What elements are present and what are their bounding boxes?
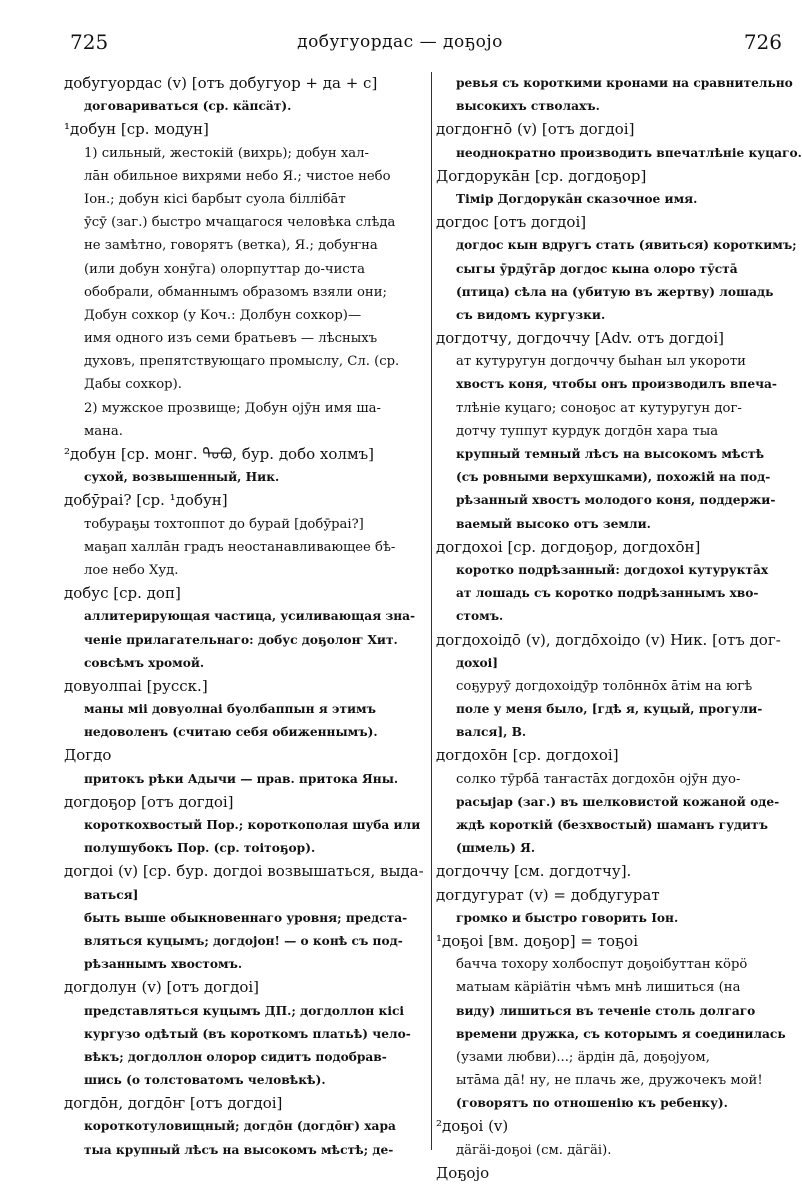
entry-definition-line: шись (о толстоватомъ человѣкѣ).: [84, 1073, 326, 1088]
entry-definition-line: ваемый высоко отъ земли.: [456, 516, 651, 531]
entry-definition-line: крупный темный лѣсъ на высокомъ мѣстѣ: [456, 447, 765, 461]
entry-definition-line: ӯсӯ (заг.) быстро мчащагося человѣка слѣда: [84, 215, 396, 231]
entry-definition-line: Добун сохкор (у Коч.: Долбун сохкор)—: [84, 307, 362, 323]
entry-definition-line: договариваться (ср. кäпсäт).: [84, 99, 292, 114]
entry-headword-line: добус [ср. доп]: [64, 584, 181, 603]
entry-definition-line: съ видомъ кургузки.: [456, 307, 606, 322]
entry-definition-line: хвостъ коня, чтобы онъ производилъ впеча-: [456, 377, 777, 392]
entry-definition-line: стомъ.: [456, 609, 504, 624]
entry-definition-line: сыгы ӯрдӯгāр догдос кына олоро тӯстā: [456, 261, 738, 276]
entry-headword-line: ²доҕоі (v): [436, 1117, 509, 1136]
entry-headword-line: догдохоі [ср. догдоҕор, догдохōн]: [436, 537, 701, 556]
entry-definition-line: ат кутуругун догдоччу быһан ыл укороти: [456, 354, 746, 370]
entry-headword-line: догдōн, догдōҥ [отъ догдоі]: [64, 1094, 283, 1113]
entry-definition-line: виду) лишиться въ теченіе столь долгаго: [456, 1003, 756, 1018]
entry-headword-line: добугуордас (v) [отъ добугуор + да + с]: [64, 74, 378, 92]
entry-headword-line: Догдорукāн [ср. догдоҕор]: [436, 166, 647, 185]
entry-headword-line: догдугурат (v) = добдугурат: [436, 885, 660, 904]
entry-headword-line: ¹добун [ср. модун]: [64, 120, 209, 139]
page-number-left: 725: [70, 30, 109, 54]
entry-definition-line: кургузо одѣтый (въ короткомъ платьѣ) чело-: [84, 1026, 411, 1041]
entry-definition-line: (узами любви)...; äрдін дā, доҕојуом,: [456, 1049, 710, 1065]
entry-definition-line: высокихъ стволахъ.: [456, 99, 600, 114]
entry-definition-line: маҕап халлāн градъ неостанавливающее бѣ-: [84, 539, 396, 555]
entry-definition-line: дохоі]: [456, 655, 499, 670]
entry-definition-line: тлѣніе куцаго; соноҕос ат кутуругун дог-: [456, 400, 742, 416]
entry-definition-line: ат лошадь съ коротко подрѣзаннымъ хво-: [456, 586, 759, 601]
entry-definition-line: короткотуловищный; догдōн (догдōҥ) хара: [84, 1119, 396, 1134]
entry-definition-line: недоволенъ (считаю себя обиженнымъ).: [84, 725, 378, 740]
entry-headword-line: догдотчу, догдоччу [Adv. отъ догдоі]: [436, 329, 724, 348]
entry-definition-line: догдос кын вдругъ стать (явиться) короткимъ;: [456, 238, 797, 253]
entry-definition-line: дäгäі-доҕоі (см. дäгäі).: [456, 1142, 612, 1158]
entry-definition-line: поле у меня было, [гдѣ я, куцый, прогули-: [456, 702, 763, 717]
entry-definition-line: коротко подрѣзанный: догдохоі кутуруктāх: [456, 562, 769, 577]
entry-headword-line: довуолпаі [русск.]: [64, 676, 208, 695]
entry-definition-line: короткохвостый Пор.; короткополая шуба или: [84, 818, 421, 832]
entry-definition-line: (шмель) Я.: [456, 841, 536, 856]
right-column: [436, 72, 802, 1182]
entry-definition-line: лāн обильное вихрями небо Я.; чистое небо: [84, 168, 391, 184]
entry-definition-line: Дабы сохкор).: [84, 377, 182, 393]
entry-definition-line: солко тӯрбā таҥастāх догдохōн ојӯн дуо-: [456, 771, 741, 787]
entry-definition-line: вляться куцымъ; догдојон! — о конѣ съ под-: [84, 933, 403, 948]
entry-definition-line: полушубокъ Пор. (ср. тоітоҕор).: [84, 841, 316, 856]
entry-definition-line: не замѣтно, говорятъ (ветка), Я.; добуҥна: [84, 238, 378, 254]
entry-headword-line: догдоі (v) [ср. бур. догдоі возвышаться, выда-: [64, 862, 424, 881]
entry-definition-line: маны міі довуолнаі буолбаппын я этимъ: [84, 702, 376, 717]
entry-definition-line: ревья съ короткими кронами на сравнительно: [456, 76, 793, 90]
entry-headword-line: догдоччу [см. догдотчу].: [436, 862, 632, 881]
entry-definition-line: ваться]: [84, 887, 139, 902]
entry-headword-line: догдоҕор [отъ догдоі]: [64, 792, 234, 811]
entry-definition-line: (съ ровными верхушками), похожій на под-: [456, 470, 771, 485]
entry-headword-line: Доҕојо: [436, 1163, 490, 1182]
entry-headword-line: Догдо: [64, 746, 112, 765]
entry-definition-line: матыам кäріäтін чѣмъ мнѣ лишиться (на: [456, 980, 741, 996]
left-column: [64, 72, 428, 1157]
entry-definition-line: Іон.; добун кісі барбыт суола біллібāт: [84, 191, 346, 207]
entry-definition-line: притокъ рѣки Адычи — прав. притока Яны.: [84, 771, 399, 786]
page-header: [0, 30, 800, 60]
entry-definition-line: аллитерирующая частица, усиливающая зна-: [84, 609, 416, 624]
entry-definition-line: имя одного изъ семи братьевъ — лѣсныхъ: [84, 331, 378, 347]
entry-definition-line: тыа крупный лѣсъ на высокомъ мѣстѣ; де-: [84, 1142, 394, 1157]
entry-definition-line: расыјар (заг.) въ шелковистой кожаной оде-: [456, 794, 780, 809]
entry-definition-line: времени дружка, съ которымъ я соединилась: [456, 1026, 786, 1041]
entry-definition-line: 1) сильный, жестокій (вихрь); добун хал-: [84, 145, 369, 161]
entry-definition-line: (говорятъ по отношенію къ ребенку).: [456, 1096, 728, 1111]
entry-definition-line: громко и быстро говорить Іон.: [456, 910, 679, 925]
entry-definition-line: рѣзаннымъ хвостомъ.: [84, 957, 243, 972]
entry-headword-line: ¹доҕоі [вм. доҕор] = тоҕоі: [436, 931, 639, 950]
entry-headword-line: догдохōн [ср. догдохоі]: [436, 746, 619, 765]
entry-definition-line: обобрали, обманнымъ образомъ взяли они;: [84, 284, 387, 300]
entry-definition-line: быть выше обыкновеннаго уровня; предста-: [84, 910, 408, 925]
entry-definition-line: духовъ, препятствующаго промыслу, Сл. (ср.: [84, 354, 400, 370]
entry-definition-line: тобураҕы тохтоппот до бурай [добӯраі?]: [84, 516, 364, 532]
entry-headword-line: догдоҥнō (v) [отъ догдоі]: [436, 120, 635, 139]
entry-definition-line: соҕуруӯ догдохоідӯр толōннōх āтім на югѣ: [456, 678, 753, 694]
entry-definition-line: вѣкъ; догдоллон олорор сидитъ подобрав-: [84, 1049, 387, 1064]
entry-headword-line: добӯраі? [ср. ¹добун]: [64, 491, 228, 510]
entry-definition-line: (птица) сѣла на (убитую въ жертву) лошадь: [456, 284, 774, 299]
entry-headword-line: ²добун [ср. монг. ᠳᠣᠪᠣ, бур. добо холмъ]: [64, 445, 375, 463]
entry-definition-line: лое небо Худ.: [84, 562, 179, 578]
entry-headword-line: догдолун (v) [отъ догдоі]: [64, 978, 259, 997]
entry-definition-line: ытāма дā! ну, не плачь же, дружочекъ мой!: [456, 1073, 763, 1089]
entry-definition-line: рѣзанный хвостъ молодого коня, поддержи-: [456, 493, 776, 508]
entry-definition-line: 2) мужское прозвище; Добун ојӯн имя ша-: [84, 400, 381, 416]
entry-definition-line: сухой, возвышенный, Ник.: [84, 470, 280, 485]
entry-definition-line: дотчу туппут курдук догдōн хара тыа: [456, 423, 719, 439]
entry-definition-line: (или добун хонӯга) олорпуттар до-чиста: [84, 261, 365, 277]
entry-definition-line: вался], В.: [456, 725, 527, 740]
entry-definition-line: Тімір Догдорукāн сказочное имя.: [456, 191, 698, 206]
entry-definition-line: неоднократно производить впечатлѣніе куцаго.: [456, 145, 802, 160]
entry-definition-line: мана.: [84, 423, 123, 439]
entry-definition-line: ченіе прилагательнаго: добус доҕолоҥ Хит.: [84, 632, 398, 647]
entry-headword-line: догдохоідō (v), догдōхоідо (v) Ник. [отъ дог-: [436, 630, 781, 649]
column-divider: [431, 72, 432, 1150]
entry-definition-line: представляться куцымъ ДП.; догдоллон кісі: [84, 1003, 405, 1018]
page-number-right: 726: [743, 30, 782, 54]
entry-definition-line: совсѣмъ хромой.: [84, 655, 205, 670]
running-head: добугуордас — доҕојо: [297, 32, 503, 52]
entry-headword-line: догдос [отъ догдоі]: [436, 213, 587, 232]
entry-definition-line: ждѣ короткій (безхвостый) шаманъ гудитъ: [456, 818, 768, 832]
entry-definition-line: бачча тохору холбоспут доҕоібуттан кӧрӧ: [456, 957, 748, 973]
